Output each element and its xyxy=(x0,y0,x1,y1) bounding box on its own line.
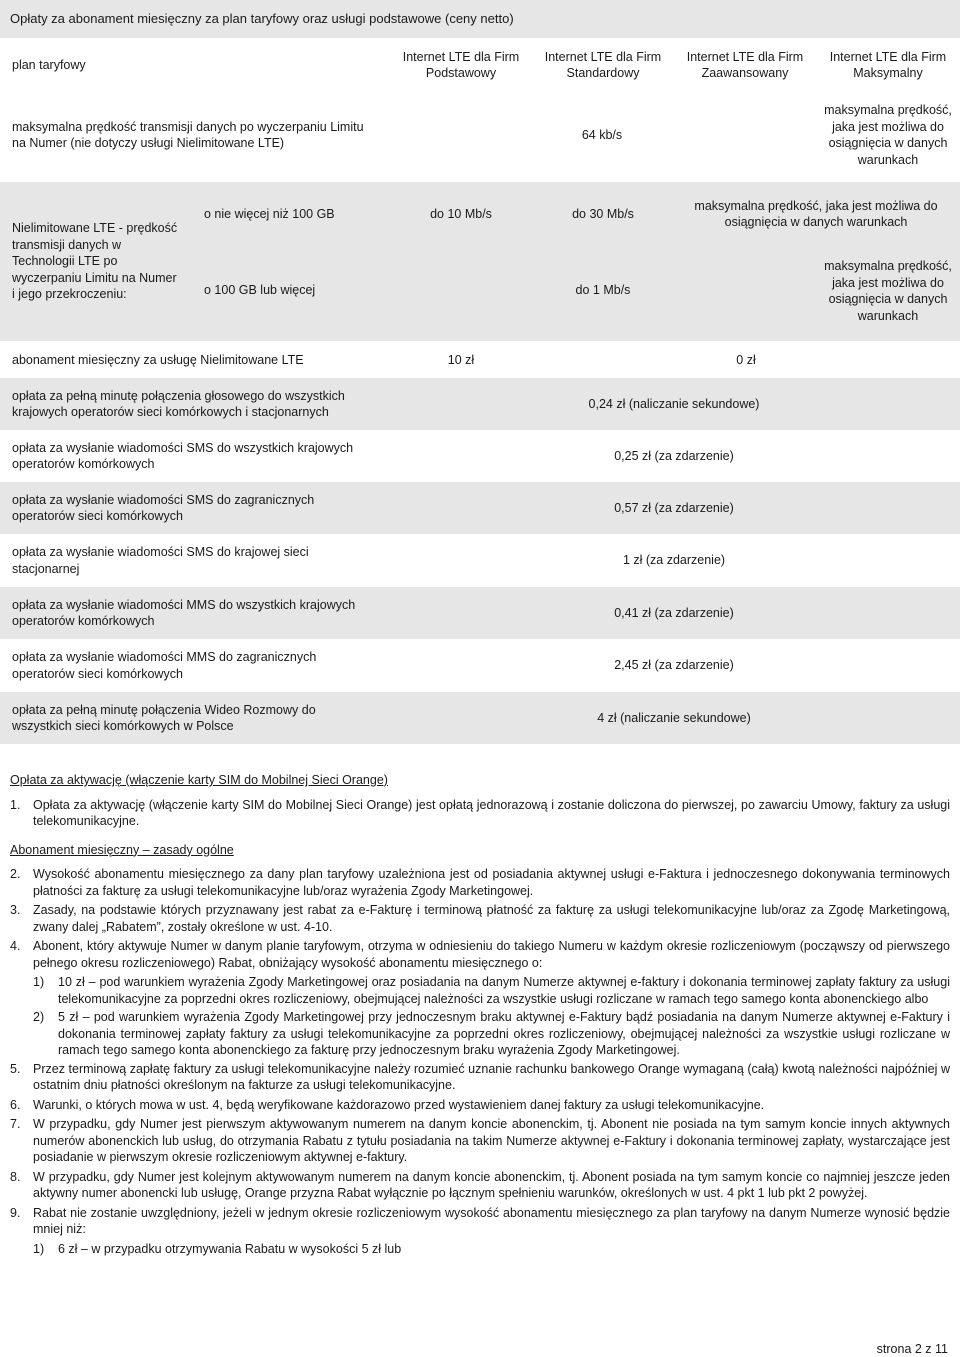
paragraph: 6. Warunki, o których mowa w ust. 4, będą weryfikowane każdorazowo przed wystawieniem danej faktury za usługi telekomunikacyjne. xyxy=(10,1097,765,1112)
subscription-v2: 0 zł xyxy=(736,352,756,367)
fee-value: 1 zł (za zdarzenie) xyxy=(622,553,726,568)
fee-label: opłata za pełną minutę połączenia Wideo Rozmowy do wszystkich sieci komórkowych w Polsce xyxy=(12,702,316,733)
unlimited-row2-label: o 100 GB lub więcej xyxy=(204,282,316,297)
unlimited-row2-v2: do 1 Mb/s xyxy=(575,282,631,297)
activation-title: Opłata za aktywację (włączenie karty SIM do Mobilnej Sieci Orange) xyxy=(10,773,388,787)
fee-value: 0,41 zł (za zdarzenie) xyxy=(614,605,734,620)
unlimited-label: Nielimitowane LTE - prędkość transmisji danych w Technologii LTE po wyczerpaniu Limitu na Numer i jego przekroczeniu: xyxy=(12,221,178,302)
plan-header-4: Internet LTE dla Firm Maksymalny xyxy=(829,49,947,80)
unlimited-row1-label: o nie więcej niż 100 GB xyxy=(204,206,335,221)
plan-header-3: Internet LTE dla Firm Zaawansowany xyxy=(686,49,804,80)
subscription-v1: 10 zł xyxy=(447,352,475,367)
plan-header-1: Internet LTE dla Firm Podstawowy xyxy=(402,49,520,80)
speed-after-limit-max: maksymalna prędkość, jaka jest możliwa do osiągnięcia w danych warunkach xyxy=(824,103,952,167)
fee-value: 2,45 zł (za zdarzenie) xyxy=(614,658,734,673)
fee-label: opłata za wysłanie wiadomości SMS do zagranicznych operatorów sieci komórkowych xyxy=(12,492,315,523)
paragraph: 9. Rabat nie zostanie uwzględniony, jeżeli w jednym okresie rozliczeniowym wysokość abonamentu miesięcznego za plan taryfowy na danym Numerze wynosić będzie mniej niż: xyxy=(10,1205,950,1236)
paragraph: 5. Przez terminową zapłatę faktury za usługi telekomunikacyjne należy rozumieć uznanie rachunku bankowego Orange wymaganą (całą) kwotą należności najpóźniej w ostatnim dniu płatności określonym na fakturze za usługi telekomunikacyjne. xyxy=(10,1061,950,1092)
unlimited-row1-v1: do 10 Mb/s xyxy=(430,206,492,221)
plan-header-2: Internet LTE dla Firm Standardowy xyxy=(544,49,662,80)
unlimited-row1-v3: maksymalna prędkość, jaka jest możliwa do osiągnięcia w danych warunkach xyxy=(694,198,938,229)
unlimited-row1-v2: do 30 Mb/s xyxy=(572,206,634,221)
table-title: Opłaty za abonament miesięczny za plan taryfowy oraz usługi podstawowe (ceny netto) xyxy=(0,0,960,38)
fee-value: 0,24 zł (naliczanie sekundowe) xyxy=(588,396,760,411)
paragraph: 1. Opłata za aktywację (włączenie karty SIM do Mobilnej Sieci Orange) jest opłatą jednorazową i zostanie doliczona do pierwszej, po zawarciu Umowy, faktury za usługi telekomunikacyjne. xyxy=(10,797,950,828)
fee-label: opłata za wysłanie wiadomości MMS do wszystkich krajowych operatorów komórkowych xyxy=(12,597,356,628)
fee-value: 4 zł (naliczanie sekundowe) xyxy=(597,710,751,725)
speed-after-limit-label: maksymalna prędkość transmisji danych po wyczerpaniu Limitu na Numer (nie dotyczy usługi Nielimitowane LTE) xyxy=(12,119,364,150)
paragraph: 3. Zasady, na podstawie których przyznawany jest rabat za e-Fakturę i terminową płatność za fakturę za usługi telekomunikacyjne lub/oraz za Zgodę Marketingową, zwany dalej „Rabatem”, zostały określone w ust. 4-10. xyxy=(10,903,950,934)
sub-paragraph: 1) 6 zł – w przypadku otrzymywania Rabatu w wysokości 5 zł lub xyxy=(33,1241,402,1256)
paragraph: 2. Wysokość abonamentu miesięcznego za dany plan taryfowy uzależniona jest od posiadania aktywnej usługi e-Faktura i jednoczesnego dokonywania terminowych płatności za fakturę za usługi telekomunikacyjne lub/oraz wyrażenia Zgody Marketingowej. xyxy=(10,867,950,898)
paragraph: 4. Abonent, który aktywuje Numer w danym planie taryfowym, otrzyma w odniesieniu do takiego Numeru w każdym okresie rozliczeniowym (począwszy od pierwszego pełnego okresu rozliczeniowego) Rabat, obniżający wysokość abonamentu miesięcznego o: xyxy=(10,939,950,970)
fee-label: opłata za wysłanie wiadomości SMS do wszystkich krajowych operatorów komórkowych xyxy=(12,440,354,471)
sub-paragraph: 2) 5 zł – pod warunkiem wyrażenia Zgody Marketingowej przy jednoczesnym braku aktywnej e-Faktury bądź posiadania na danym Numerze aktywnej e-Faktury i dokonania terminowej zapłaty faktury za usługi telekomunikacyjne za poprzedni okres rozliczeniowy, obejmującej należności za wszystkie usługi rozliczane w ramach tego samego konta abonenckiego za fakturę przy jednoczesnym braku wyrażenia Zgody Marketingowej. xyxy=(33,1010,950,1057)
terms-section xyxy=(0,766,960,1259)
subscription-label: abonament miesięczny za usługę Nielimitowane LTE xyxy=(12,352,304,367)
unlimited-max: maksymalna prędkość, jaka jest możliwa do osiągnięcia w danych warunkach xyxy=(824,259,952,323)
speed-after-limit-value: 64 kb/s xyxy=(581,127,623,142)
plan-label: plan taryfowy xyxy=(12,57,86,72)
sub-paragraph: 1) 10 zł – pod warunkiem wyrażenia Zgody Marketingowej oraz posiadania na danym Numerze aktywnej e-faktury i dokonania terminowej zapłaty faktury za usługi telekomunikacyjne za poprzedni okres rozliczeniowy, obejmującej należności za wszystkie usługi rozliczane w ramach tego samego konta abonenckiego albo xyxy=(33,975,950,1006)
paragraph: 7. W przypadku, gdy Numer jest pierwszym aktywowanym numerem na danym koncie abonenckim, tj. Abonent nie posiada na tym samym koncie innych aktywnych numerów abonenckich lub usług, do otrzymania Rabatu z tytułu posiadania na takim Numerze aktywnej e-Faktury i dokonania terminowej zapłaty, wystarczające jest posiadanie w pierwszym okresie rozliczeniowym aktywnej e-faktury. xyxy=(10,1117,950,1164)
fee-label: opłata za pełną minutę połączenia głosowego do wszystkich krajowych operatorów sieci komórkowych i stacjonarnych xyxy=(12,388,345,419)
fee-value: 0,25 zł (za zdarzenie) xyxy=(614,448,734,463)
page-number: strona 2 z 11 xyxy=(876,1342,948,1356)
subscription-rules-title: Abonament miesięczny – zasady ogólne xyxy=(10,842,234,857)
fee-label: opłata za wysłanie wiadomości MMS do zagranicznych operatorów sieci komórkowych xyxy=(12,650,317,681)
paragraph: 8. W przypadku, gdy Numer jest kolejnym aktywowanym numerem na danym koncie abonenckim, tj. Abonent posiada na tym samym koncie co najmniej jeszcze jeden aktywny numer abonencki lub usługę, Orange przyzna Rabat wyłącznie po łącznym spełnieniu warunków, określonych w ust. 4 pkt 1 lub pkt 2 powyżej. xyxy=(10,1169,950,1200)
fee-value: 0,57 zł (za zdarzenie) xyxy=(614,500,734,515)
fee-label: opłata za wysłanie wiadomości SMS do krajowej sieci stacjonarnej xyxy=(12,545,309,576)
